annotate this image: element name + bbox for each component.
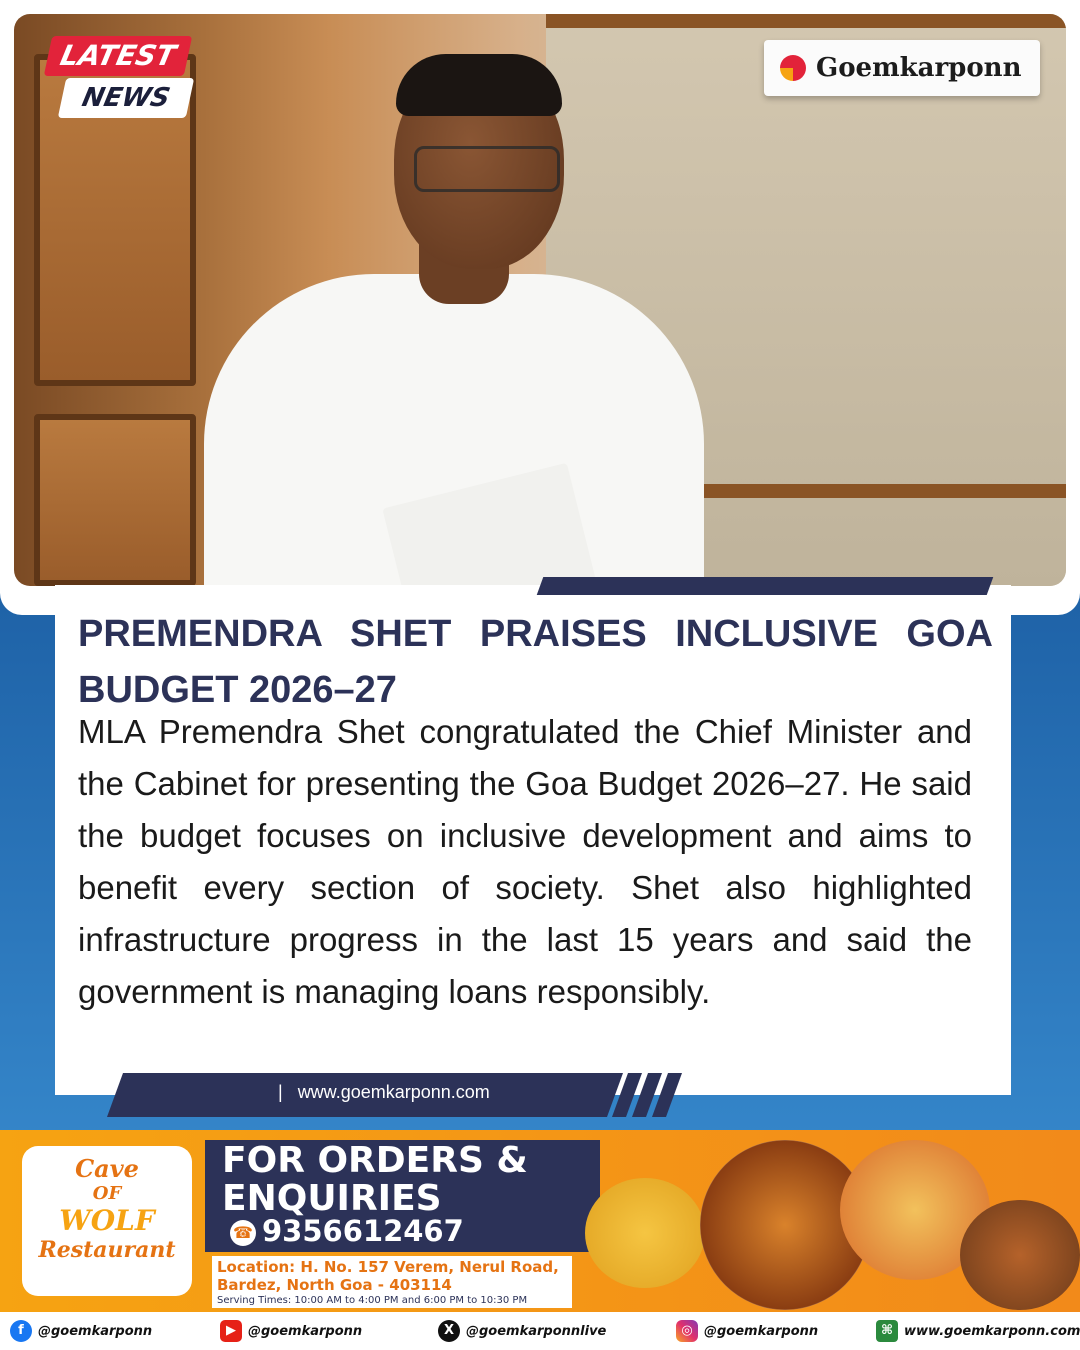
website-footer-link[interactable] bbox=[876, 1320, 1080, 1342]
glasses bbox=[414, 146, 560, 192]
ad-serving-times: Serving Times: 10:00 AM to 4:00 PM and 6:00 PM to 10:30 PM bbox=[217, 1295, 528, 1306]
instagram-link[interactable] bbox=[676, 1320, 818, 1342]
x-handle[interactable]: @goemkarponnlive bbox=[466, 1323, 607, 1339]
logo-line-cave: Cave bbox=[75, 1154, 139, 1183]
instagram-handle[interactable]: @goemkarponn bbox=[704, 1323, 819, 1339]
article-body: MLA Premendra Shet congratulated the Chief Minister and the Cabinet for presenting the Goa Budget 2026–27. He said the budget focuses on inclusive development and aims to benefit every section of society. Shet also highlighted infrastructure progress in the last 15 years and said the government is managing loans responsibly. bbox=[78, 713, 972, 1010]
facebook-handle[interactable]: @goemkarponn bbox=[38, 1323, 153, 1339]
brand-logo bbox=[764, 40, 1040, 96]
card-stripe bbox=[537, 577, 994, 595]
instagram-icon: ◎ bbox=[676, 1320, 698, 1342]
photo-frame bbox=[0, 0, 1080, 615]
wood-panel bbox=[34, 414, 196, 586]
website-footer-url[interactable]: www.goemkarponn.com bbox=[904, 1323, 1080, 1339]
badge-latest: LATEST bbox=[44, 36, 193, 76]
article-headline: PREMENDRA SHET PRAISES INCLUSIVE GOA BUDGET 2026–27 bbox=[78, 613, 993, 711]
curry-image bbox=[960, 1200, 1080, 1310]
phone-number[interactable]: 9356612467 bbox=[262, 1214, 464, 1248]
youtube-link[interactable] bbox=[220, 1320, 362, 1342]
youtube-handle[interactable]: @goemkarponn bbox=[248, 1323, 363, 1339]
person-hair bbox=[396, 54, 562, 116]
logo-line-wolf: WOLF bbox=[59, 1204, 155, 1237]
logo-text: Goemkarponn bbox=[816, 53, 1022, 83]
ad-phone[interactable] bbox=[230, 1214, 464, 1248]
logo-line-of: OF bbox=[92, 1183, 122, 1204]
restaurant-logo bbox=[22, 1146, 192, 1296]
ad-location: Location: H. No. 157 Verem, Nerul Road, Bardez, North Goa - 403114 bbox=[217, 1258, 559, 1294]
ad-title: FOR ORDERS & ENQUIRIES bbox=[222, 1140, 528, 1219]
phone-icon: ☎ bbox=[230, 1220, 256, 1246]
globe-icon: ⌘ bbox=[876, 1320, 898, 1342]
youtube-icon: ▶ bbox=[220, 1320, 242, 1342]
website-url[interactable]: www.goemkarponn.com bbox=[297, 1082, 490, 1102]
facebook-icon: f bbox=[10, 1320, 32, 1342]
website-link[interactable]: | www.goemkarponn.com bbox=[278, 1082, 490, 1102]
x-link[interactable] bbox=[438, 1320, 606, 1342]
facebook-link[interactable] bbox=[10, 1320, 152, 1342]
wood-rail bbox=[546, 14, 1066, 28]
latest-news-badge bbox=[48, 36, 188, 120]
logo-line-restaurant: Restaurant bbox=[38, 1237, 176, 1263]
logo-mark-icon bbox=[780, 55, 806, 81]
social-footer bbox=[0, 1312, 1080, 1350]
x-icon: X bbox=[438, 1320, 460, 1342]
fries-image bbox=[585, 1178, 705, 1288]
badge-news: NEWS bbox=[58, 78, 195, 118]
